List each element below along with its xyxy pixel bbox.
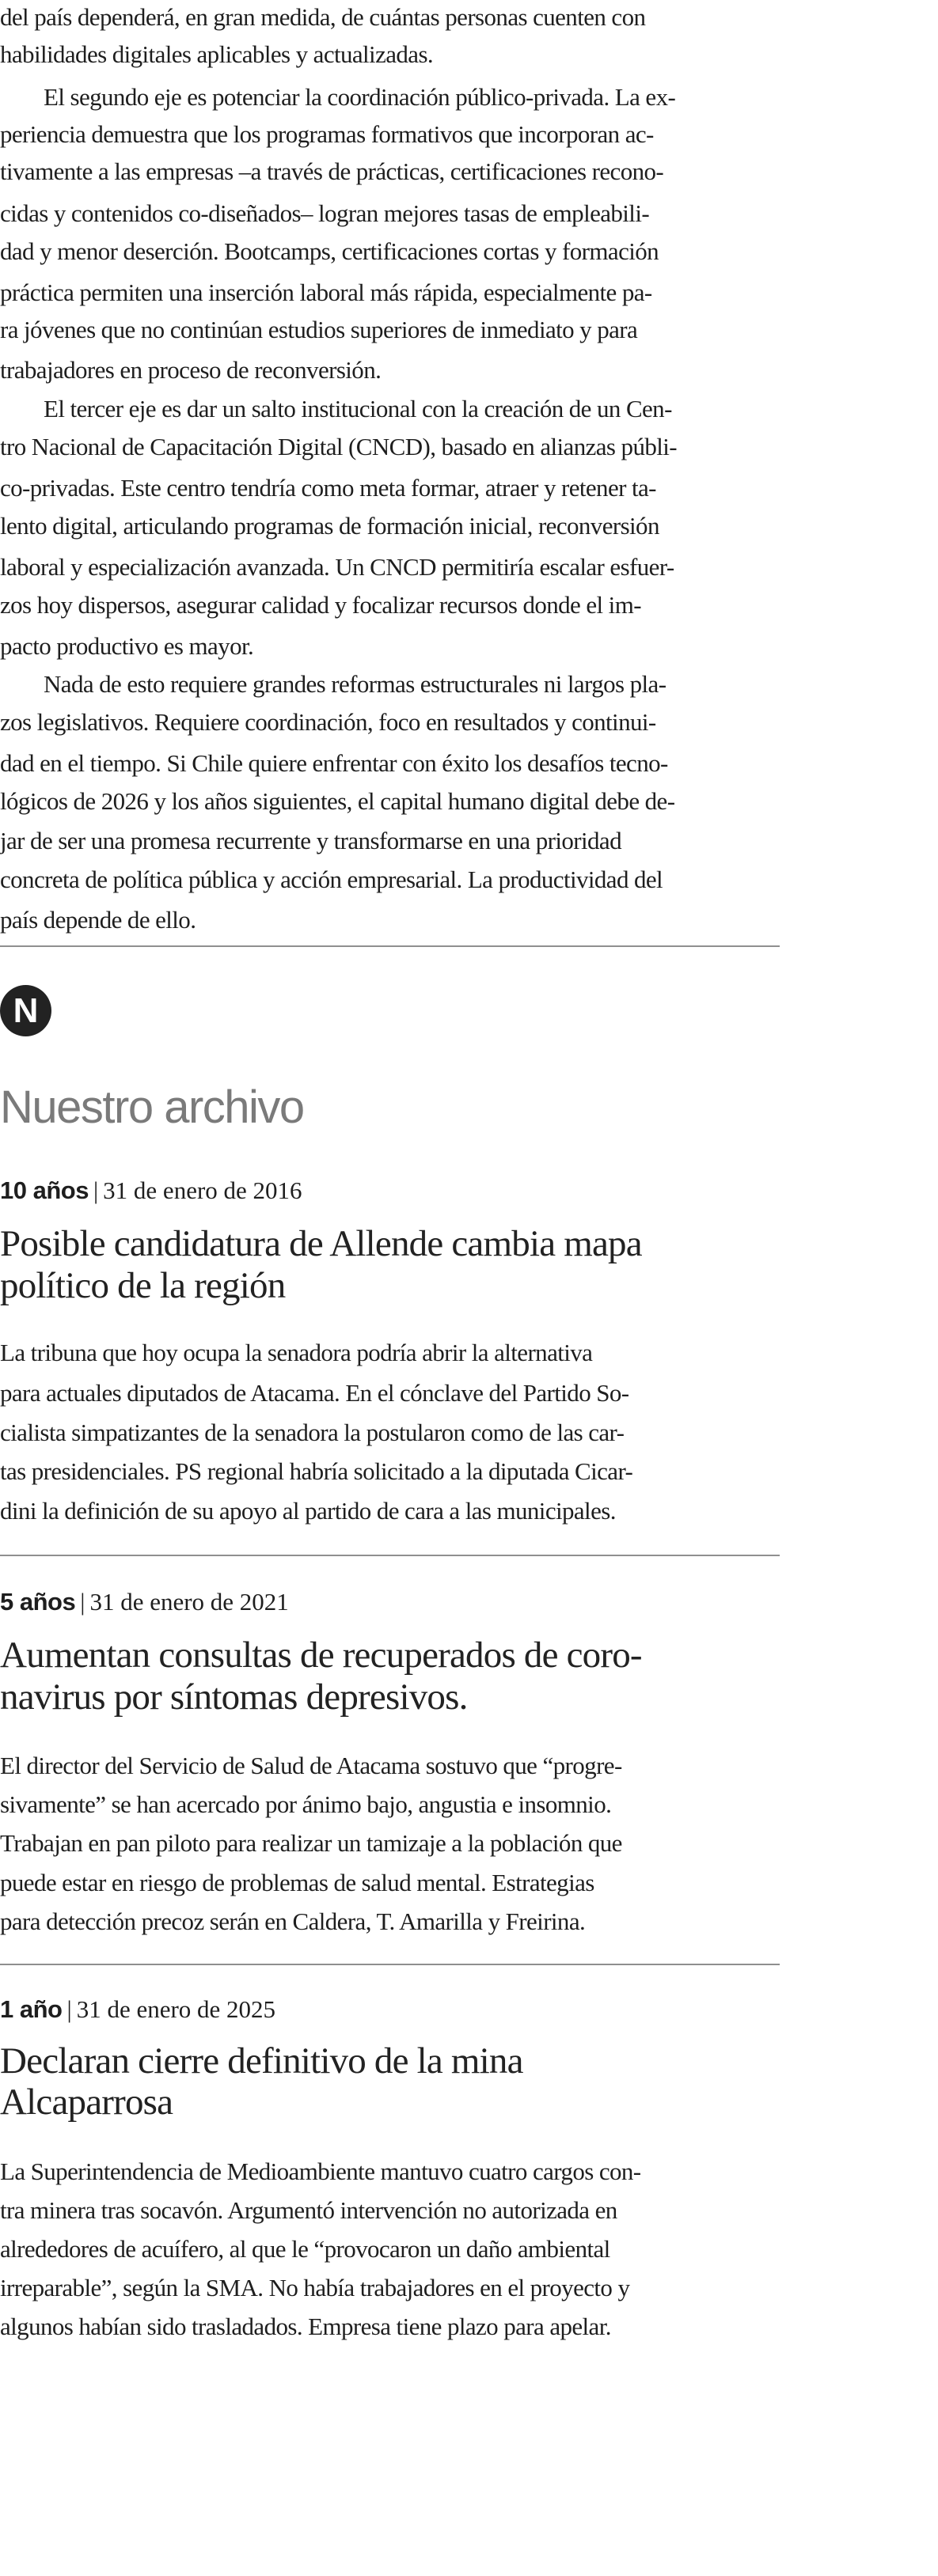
archive-divider <box>0 1555 780 1556</box>
archive-body-line: El director del Servicio de Salud de Atacama sostuvo que “progre- <box>0 1752 622 1779</box>
archive-date: 31 de enero de 2025 <box>76 1995 276 2023</box>
archive-headline: Aumentan consultas de recuperados de coro- <box>0 1635 642 1676</box>
archive-body-line: sivamente” se han acercado por ánimo bajo, angustia e insomnio. <box>0 1790 612 1818</box>
archive-body-line: alrededores de acuífero, al que le “provocaron un daño ambiental <box>0 2235 610 2263</box>
archive-body-line: algunos habían sido trasladados. Empresa tiene plazo para apelar. <box>0 2313 611 2340</box>
article-line: periencia demuestra que los programas formativos que incorporan ac- <box>0 120 654 148</box>
dateline-separator: | <box>93 1176 99 1204</box>
archive-body-line: Trabajan en pan piloto para realizar un tamizaje a la población que <box>0 1829 622 1857</box>
article-line: tivamente a las empresas –a través de prácticas, certificaciones recono- <box>0 157 664 185</box>
article-line: zos legislativos. Requiere coordinación, foco en resultados y continui- <box>0 708 656 736</box>
section-title: Nuestro archivo <box>0 1082 304 1133</box>
archive-body-line: irreparable”, según la SMA. No había trabajadores en el proyecto y <box>0 2274 630 2301</box>
article-line: El tercer eje es dar un salto institucional con la creación de un Cen- <box>44 395 672 422</box>
archive-years: 10 años <box>0 1176 89 1204</box>
archive-headline: político de la región <box>0 1265 286 1306</box>
archive-body-line: La Superintendencia de Medioambiente mantuvo cuatro cargos con- <box>0 2157 641 2185</box>
article-line: del país dependerá, en gran medida, de cuántas personas cuenten con <box>0 3 646 31</box>
article-line: jar de ser una promesa recurrente y transformarse en una prioridad <box>0 827 621 854</box>
article-line: zos hoy dispersos, asegurar calidad y focalizar recursos donde el im- <box>0 591 641 619</box>
article-line: trabajadores en proceso de reconversión. <box>0 356 382 384</box>
article-line: tro Nacional de Capacitación Digital (CNCD), basado en alianzas públi- <box>0 433 677 460</box>
article-line: co-privadas. Este centro tendría como meta formar, atraer y retener ta- <box>0 474 656 502</box>
article-line: lógicos de 2026 y los años siguientes, el capital humano digital debe de- <box>0 787 675 815</box>
archive-body-line: para actuales diputados de Atacama. En el cónclave del Partido So- <box>0 1379 629 1407</box>
archive-body-line: puede estar en riesgo de problemas de salud mental. Estrategias <box>0 1869 594 1896</box>
archive-headline: Alcaparrosa <box>0 2082 173 2123</box>
archive-body-line: dini la definición de su apoyo al partido de cara a las municipales. <box>0 1497 616 1525</box>
dateline-separator: | <box>66 1995 72 2023</box>
newspaper-logo-badge: N <box>0 985 51 1036</box>
archive-years: 5 años <box>0 1588 76 1616</box>
archive-headline: Declaran cierre definitivo de la mina <box>0 2040 523 2082</box>
dateline-separator: | <box>80 1588 85 1616</box>
archive-dateline <box>0 1994 275 2025</box>
article-line: laboral y especialización avanzada. Un CNCD permitiría escalar esfuer- <box>0 553 674 581</box>
article-line: dad en el tiempo. Si Chile quiere enfrentar con éxito los desafíos tecno- <box>0 749 668 777</box>
article-line: lento digital, articulando programas de formación inicial, reconversión <box>0 512 659 540</box>
archive-date: 31 de enero de 2021 <box>89 1588 289 1616</box>
article-line: Nada de esto requiere grandes reformas estructurales ni largos pla- <box>44 670 666 698</box>
article-line: país depende de ello. <box>0 906 196 934</box>
archive-headline: navirus por síntomas depresivos. <box>0 1676 468 1718</box>
article-line: dad y menor deserción. Bootcamps, certificaciones cortas y formación <box>0 237 659 265</box>
archive-years: 1 año <box>0 1995 63 2023</box>
archive-body-line: cialista simpatizantes de la senadora la postularon como de las car- <box>0 1419 625 1446</box>
article-line: El segundo eje es potenciar la coordinación público-privada. La ex- <box>44 83 676 111</box>
archive-body-line: tra minera tras socavón. Argumentó intervención no autorizada en <box>0 2196 617 2224</box>
section-divider <box>0 945 780 947</box>
archive-divider <box>0 1964 780 1965</box>
article-line: habilidades digitales aplicables y actualizadas. <box>0 40 434 68</box>
archive-date: 31 de enero de 2016 <box>103 1176 302 1204</box>
article-line: práctica permiten una inserción laboral más rápida, especialmente pa- <box>0 278 652 306</box>
archive-dateline <box>0 1586 289 1618</box>
article-line: ra jóvenes que no continúan estudios superiores de inmediato y para <box>0 316 638 343</box>
archive-dateline <box>0 1175 302 1207</box>
archive-body-line: tas presidenciales. PS regional habría solicitado a la diputada Cicar- <box>0 1457 633 1485</box>
article-line: pacto productivo es mayor. <box>0 632 254 660</box>
archive-body-line: para detección precoz serán en Caldera, T. Amarilla y Freirina. <box>0 1907 586 1935</box>
article-line: concreta de política pública y acción empresarial. La productividad del <box>0 866 663 893</box>
archive-headline: Posible candidatura de Allende cambia mapa <box>0 1223 642 1264</box>
archive-body-line: La tribuna que hoy ocupa la senadora podría abrir la alternativa <box>0 1339 593 1366</box>
article-line: cidas y contenidos co-diseñados– logran mejores tasas de empleabili- <box>0 199 650 227</box>
